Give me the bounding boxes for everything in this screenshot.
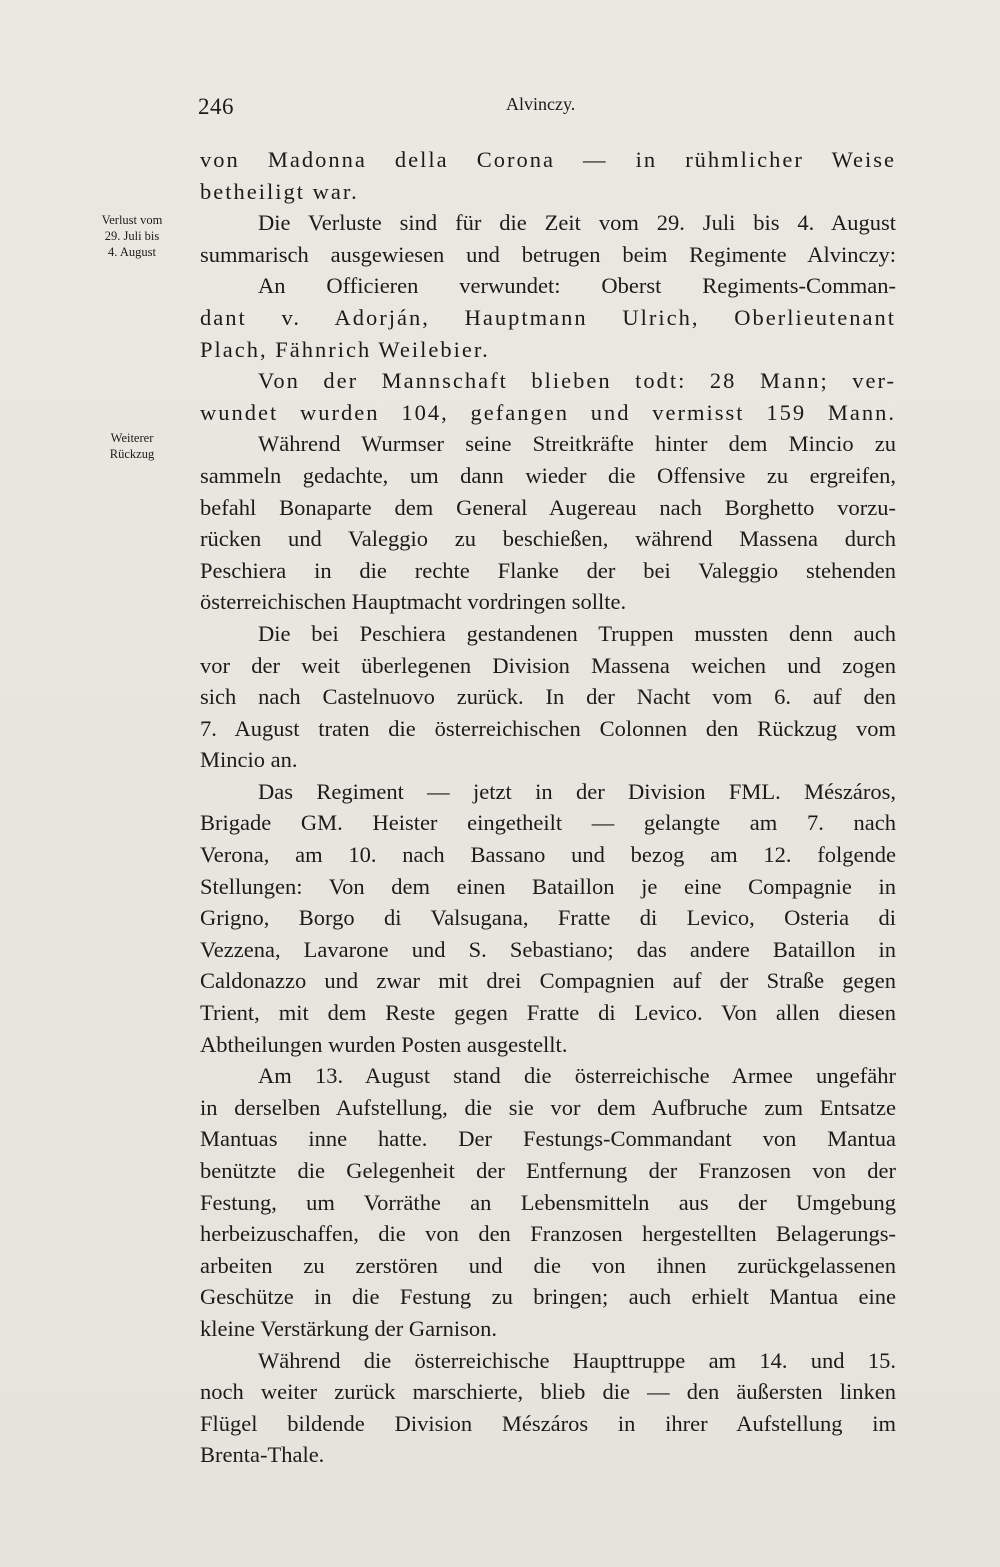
text-line: arbeiten zu zerstören und die von ihnen zurückgelassenen — [200, 1252, 896, 1278]
margin-note-line: 29. Juli bis — [104, 229, 160, 243]
text-line: sich nach Castelnuovo zurück. In der Nacht vom 6. auf den — [200, 684, 896, 710]
text-line: kleine Verstärkung der Garnison. — [200, 1315, 498, 1341]
text-line: 7. August traten die österreichischen Colonnen den Rückzug vom — [200, 715, 896, 741]
text-line: Brigade GM. Heister eingetheilt — gelangte am 7. nach — [200, 810, 896, 836]
text-line: sammeln gedachte, um dann wieder die Offensive zu ergreifen, — [200, 462, 896, 488]
text-line: benützte die Gelegenheit der Entfernung der Franzosen von der — [200, 1158, 896, 1183]
text-line: An Officieren verwundet: Oberst Regiments-Comman- — [258, 273, 896, 299]
text-line: Das Regiment — jetzt in der Division FML. Mészáros, — [258, 778, 896, 804]
text-line: Festung, um Vorräthe an Lebensmitteln aus der Umgebung — [200, 1189, 896, 1215]
text-line: österreichischen Hauptmacht vordringen sollte. — [200, 589, 627, 615]
text-line: vor der weit überlegenen Division Massena weichen und zogen — [200, 652, 896, 678]
margin-note-losses — [80, 212, 184, 260]
text-line: Während Wurmser seine Streitkräfte hinter dem Mincio zu — [258, 431, 896, 457]
running-title: Alvinczy. — [506, 94, 576, 114]
text-line: von Madonna della Corona — in rühmlicher Weise — [200, 147, 896, 172]
margin-note-line: 4. August — [108, 245, 156, 259]
text-line: Trient, mit dem Reste gegen Fratte di Levico. Von allen diesen — [200, 1000, 896, 1026]
text-line: Mincio an. — [200, 747, 298, 773]
text-line: noch weiter zurück marschierte, blieb die — den äußersten linken — [200, 1379, 896, 1405]
text-line: Während die österreichische Haupttruppe am 14. und 15. — [258, 1347, 896, 1373]
body-text — [200, 144, 896, 1471]
text-line: Peschiera in die rechte Flanke der bei Valeggio stehenden — [200, 557, 896, 583]
text-line: Geschütze in die Festung zu bringen; auch erhielt Mantua eine — [200, 1284, 896, 1310]
text-line: herbeizuschaffen, die von den Franzosen hergestellten Belagerungs- — [200, 1221, 896, 1247]
text-line: Von der Mannschaft blieben todt: 28 Mann; ver- — [258, 368, 896, 394]
text-line: dant v. Adorján, Hauptmann Ulrich, Oberlieutenant — [200, 304, 896, 330]
text-line: summarisch ausgewiesen und betrugen beim Regimente Alvinczy: — [200, 241, 896, 267]
text-line: Stellungen: Von dem einen Bataillon je eine Compagnie in — [200, 873, 896, 899]
text-line: Caldonazzo und zwar mit drei Compagnien auf der Straße gegen — [200, 968, 896, 994]
text-line: Verona, am 10. nach Bassano und bezog am 12. folgende — [200, 842, 896, 868]
text-line: Am 13. August stand die österreichische Armee ungefähr — [258, 1063, 896, 1089]
text-line: rücken und Valeggio zu beschießen, während Massena durch — [200, 526, 896, 552]
text-line: Vezzena, Lavarone und S. Sebastiano; das andere Bataillon in — [200, 936, 896, 962]
text-line: Die Verluste sind für die Zeit vom 29. Juli bis 4. August — [258, 210, 896, 236]
text-line: Mantuas inne hatte. Der Festungs-Commandant von Mantua — [200, 1126, 896, 1152]
page-number: 246 — [198, 94, 234, 119]
text-line: Plach, Fähnrich Weilebier. — [200, 336, 490, 362]
text-line: betheiligt war. — [200, 178, 359, 204]
text-line: Flügel bildende Division Mészáros in ihrer Aufstellung im — [200, 1410, 896, 1436]
margin-note-line: Rückzug — [109, 447, 155, 461]
text-line: wundet wurden 104, gefangen und vermisst 159 Mann. — [200, 399, 896, 425]
margin-note-line: Weiterer — [110, 431, 154, 445]
text-line: Grigno, Borgo di Valsugana, Fratte di Levico, Osteria di — [200, 905, 896, 931]
text-line: in derselben Aufstellung, die sie vor dem Aufbruche zum Entsatze — [200, 1094, 896, 1120]
margin-note-line: Verlust vom — [101, 213, 163, 227]
text-line: befahl Bonaparte dem General Augereau nach Borghetto vorzu- — [200, 494, 896, 520]
text-line: Abtheilungen wurden Posten ausgestellt. — [200, 1031, 568, 1057]
margin-note-retreat — [80, 430, 184, 462]
text-line: Die bei Peschiera gestandenen Truppen mussten denn auch — [258, 620, 896, 646]
text-line: Brenta-Thale. — [200, 1442, 325, 1468]
